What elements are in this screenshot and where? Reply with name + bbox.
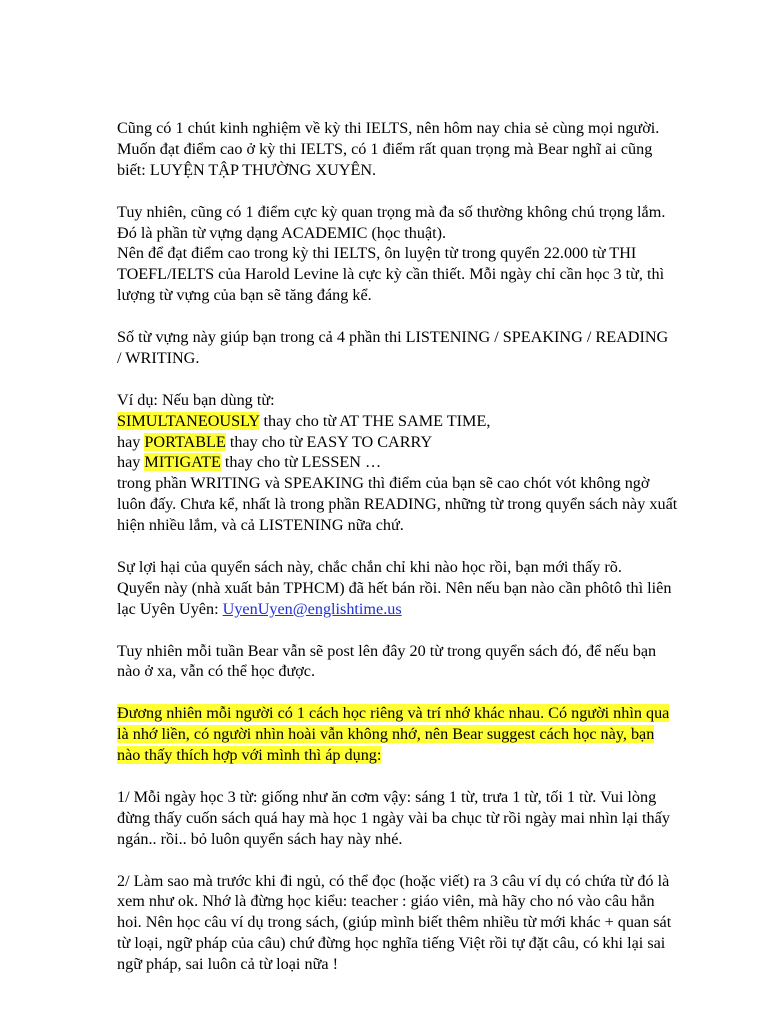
highlighted-text: nào thấy thích hợp với mình thì áp dụng: (117, 746, 382, 765)
text-line: ngữ pháp, sai luôn cả từ loại nữa ! (117, 955, 338, 974)
paragraph-gap (117, 850, 738, 871)
paragraph-gap (117, 306, 738, 327)
highlighted-word: MITIGATE (144, 453, 221, 472)
text-line: TOEFL/IELTS của Harold Levine là cực kỳ cần thiết. Mỗi ngày chỉ cần học 3 từ, thì (117, 265, 665, 284)
highlighted-line (117, 745, 738, 766)
highlighted-word: SIMULTANEOUSLY (117, 411, 260, 430)
text-line: 2/ Làm sao mà trước khi đi ngủ, có thể đọc (hoặc viết) ra 3 câu ví dụ có chứa từ đó là (117, 871, 670, 890)
text-line: từ loại, ngữ pháp của câu) chứ đừng học nghĩa tiếng Việt rồi tự đặt câu, có khi lại sai (117, 934, 666, 953)
example-suffix: thay cho từ AT THE SAME TIME, (259, 411, 491, 430)
example-prefix: hay (117, 453, 145, 472)
contact-prefix: lạc Uyên Uyên: (117, 599, 223, 618)
text-line: Nên để đạt điểm cao trong kỳ thi IELTS, ôn luyện từ trong quyển 22.000 từ THI (117, 244, 637, 263)
highlighted-line (117, 703, 738, 724)
paragraph-gap (117, 682, 738, 703)
text-line: 1/ Mỗi ngày học 3 từ: giống như ăn cơm vậy: sáng 1 từ, trưa 1 từ, tối 1 từ. Vui lòng (117, 787, 657, 806)
highlighted-line (117, 724, 738, 745)
text-line: Ví dụ: Nếu bạn dùng từ: (117, 390, 275, 409)
example-line (117, 411, 738, 432)
text-line: lượng từ vựng của bạn sẽ tăng đáng kể. (117, 286, 372, 305)
highlighted-text: Đương nhiên mỗi người có 1 cách học riêng và trí nhớ khác nhau. Có người nhìn qua (117, 704, 670, 723)
example-line (117, 432, 738, 453)
example-suffix: thay cho từ LESSEN … (220, 453, 382, 472)
paragraph-gap (117, 620, 738, 641)
text-line: Quyển này (nhà xuất bản TPHCM) đã hết bán rồi. Nên nếu bạn nào cần phôtô thì liên (117, 578, 672, 597)
example-line (117, 452, 738, 473)
text-line: / WRITING. (117, 348, 200, 367)
text-line: luôn đấy. Chưa kể, nhất là trong phần READING, những từ trong quyển sách này xuất (117, 495, 678, 514)
text-line: biết: LUYỆN TẬP THƯỜNG XUYÊN. (117, 160, 377, 179)
text-line: Muốn đạt điểm cao ở kỳ thi IELTS, có 1 điểm rất quan trọng mà Bear nghĩ ai cũng (117, 139, 653, 158)
highlighted-text: là nhớ liền, có người nhìn hoài vẫn không nhớ, nên Bear suggest cách học này, bạn (117, 725, 655, 744)
highlighted-word: PORTABLE (144, 432, 226, 451)
example-prefix: hay (117, 432, 145, 451)
paragraph-gap (117, 536, 738, 557)
text-line: xem như ok. Nhớ là đừng học kiểu: teacher : giáo viên, mà hãy cho nó vào câu hẳn (117, 892, 655, 911)
text-line: Tuy nhiên, cũng có 1 điểm cực kỳ quan trọng mà đa số thường không chú trọng lắm. (117, 202, 666, 221)
paragraph-gap (117, 181, 738, 202)
text-line: Đó là phần từ vựng dạng ACADEMIC (học thuật). (117, 223, 447, 242)
text-line: đừng thấy cuốn sách quá hay mà học 1 ngày vài ba chục từ rồi ngày mai nhìn lại thấy (117, 808, 670, 827)
text-line: ngán.. rồi.. bỏ luôn quyển sách hay này nhé. (117, 829, 403, 848)
text-line: Số từ vựng này giúp bạn trong cả 4 phần thi LISTENING / SPEAKING / READING (117, 328, 669, 347)
text-line: Sự lợi hại của quyển sách này, chắc chắn chỉ khi nào học rồi, bạn mới thấy rõ. (117, 557, 622, 576)
text-line: hoi. Nên học câu ví dụ trong sách, (giúp mình biết thêm nhiều từ mới khác + quan sát (117, 913, 672, 932)
text-line: nào ở xa, vẫn có thể học được. (117, 662, 316, 681)
text-line: trong phần WRITING và SPEAKING thì điểm của bạn sẽ cao chót vót không ngờ (117, 474, 650, 493)
contact-line (117, 599, 738, 620)
text-line: hiện nhiều lắm, và cả LISTENING nữa chứ. (117, 516, 404, 535)
text-line: Cũng có 1 chút kinh nghiệm về kỳ thi IELTS, nên hôm nay chia sẻ cùng mọi người. (117, 119, 660, 137)
example-suffix: thay cho từ EASY TO CARRY (225, 432, 433, 451)
text-line: Tuy nhiên mỗi tuần Bear vẫn sẽ post lên đây 20 từ trong quyển sách đó, để nếu bạn (117, 641, 657, 660)
paragraph-gap (117, 369, 738, 390)
paragraph-gap (117, 766, 738, 787)
email-link[interactable]: UyenUyen@englishtime.us (222, 599, 402, 618)
